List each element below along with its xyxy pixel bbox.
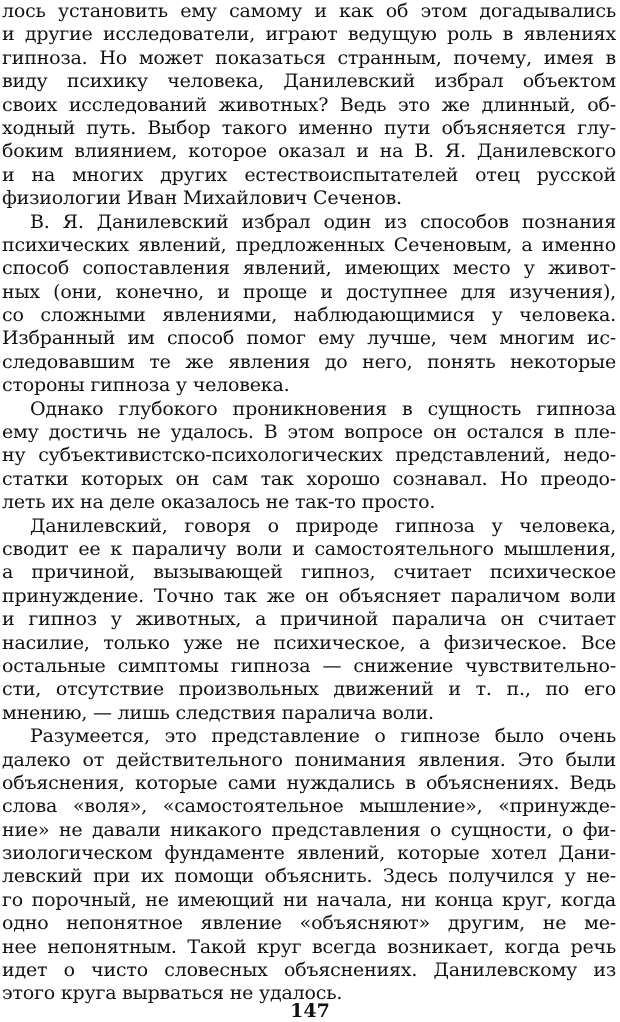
- text-line: далеко от действительного понимания явления. Это были: [2, 748, 616, 771]
- body-text: [2, 0, 616, 1006]
- text-line: Избранный им способ помог ему лучше, чем многим ис-: [2, 327, 616, 350]
- text-line: Однако глубокого проникновения в сущность гипноза: [30, 397, 616, 420]
- text-line: остальные симптомы гипноза — снижение чувствительно-: [2, 654, 616, 677]
- text-line: ных (они, конечно, и проще и доступнее для изучения),: [2, 280, 616, 303]
- text-line: психических явлений, предложенных Сеченовым, а именно: [2, 233, 616, 256]
- text-line: идет о чисто словесных объяснениях. Данилевскому из: [2, 959, 616, 982]
- text-line: сти, отсутствие произвольных движений и т. п., по его: [2, 678, 616, 701]
- text-line: леть их на деле оказалось не так-то просто.: [2, 491, 436, 514]
- text-line: го порочный, не имеющий ни начала, ни конца круг, когда: [2, 888, 616, 911]
- text-line: статки которых он сам так хорошо сознавал. Но преодо-: [2, 467, 616, 490]
- text-line: мнению, — лишь следствия паралича воли.: [2, 701, 434, 724]
- text-line: зиологическом фундаменте явлений, которые хотел Дани-: [2, 842, 616, 865]
- text-line: виду психику человека, Данилевский избрал объектом: [2, 70, 616, 93]
- text-line: ние» не давали никакого представления о сущности, о фи-: [2, 818, 616, 841]
- text-line: ходный путь. Выбор такого именно пути объясняется глу-: [2, 116, 616, 139]
- text-line: следовавшим те же явления до него, понять некоторые: [2, 350, 616, 373]
- text-line: Данилевский, говоря о природе гипноза у человека,: [30, 514, 616, 537]
- text-line: Разумеется, это представление о гипнозе было очень: [30, 725, 616, 748]
- text-line: слова «воля», «самостоятельное мышление», «принужде-: [2, 795, 616, 818]
- text-line: принуждение. Точно так же он объясняет параличом воли: [2, 584, 616, 607]
- text-line: нее непонятным. Такой круг всегда возникает, когда речь: [2, 935, 616, 958]
- page-number: 147: [290, 1000, 330, 1022]
- text-line: одно непонятное явление «объясняют» другим, не ме-: [2, 912, 616, 935]
- text-line: В. Я. Данилевский избрал один из способов познания: [30, 210, 616, 233]
- text-line: физиологии Иван Михайлович Сеченов.: [2, 187, 402, 210]
- text-line: стороны гипноза у человека.: [2, 374, 290, 397]
- text-line: насилие, только уже не психическое, а физическое. Все: [2, 631, 616, 654]
- text-line: гипноза. Но может показаться странным, почему, имея в: [2, 46, 616, 69]
- text-line: и гипноз у животных, а причиной паралича он считает: [2, 608, 616, 631]
- text-line: боким влиянием, которое оказал и на В. Я. Данилевского: [2, 140, 616, 163]
- text-line: своих исследований животных? Ведь это же длинный, об-: [2, 93, 616, 116]
- text-line: сводит ее к параличу воли и самостоятельного мышления,: [2, 537, 616, 560]
- text-line: ну субъективистско-психологических представлений, недо-: [2, 444, 616, 467]
- text-line: со сложными явлениями, наблюдающимися у человека.: [2, 304, 616, 327]
- text-line: лось установить ему самому и как об этом догадывались: [2, 0, 616, 22]
- text-line: объяснения, которые сами нуждались в объяснениях. Ведь: [2, 771, 616, 794]
- text-line: способ сопоставления явлений, имеющих место у живот-: [2, 257, 616, 280]
- text-line: ему достичь не удалось. В этом вопросе он остался в пле-: [2, 421, 616, 444]
- text-line: а причиной, вызывающей гипноз, считает психическое: [2, 561, 616, 584]
- text-line: левский при их помощи объяснить. Здесь получился у не-: [2, 865, 616, 888]
- text-line: этого круга вырваться не удалось.: [2, 982, 343, 1005]
- text-line: и на многих других естествоиспытателей отец русской: [2, 163, 616, 186]
- text-line: и другие исследователи, играют ведущую роль в явлениях: [2, 23, 616, 46]
